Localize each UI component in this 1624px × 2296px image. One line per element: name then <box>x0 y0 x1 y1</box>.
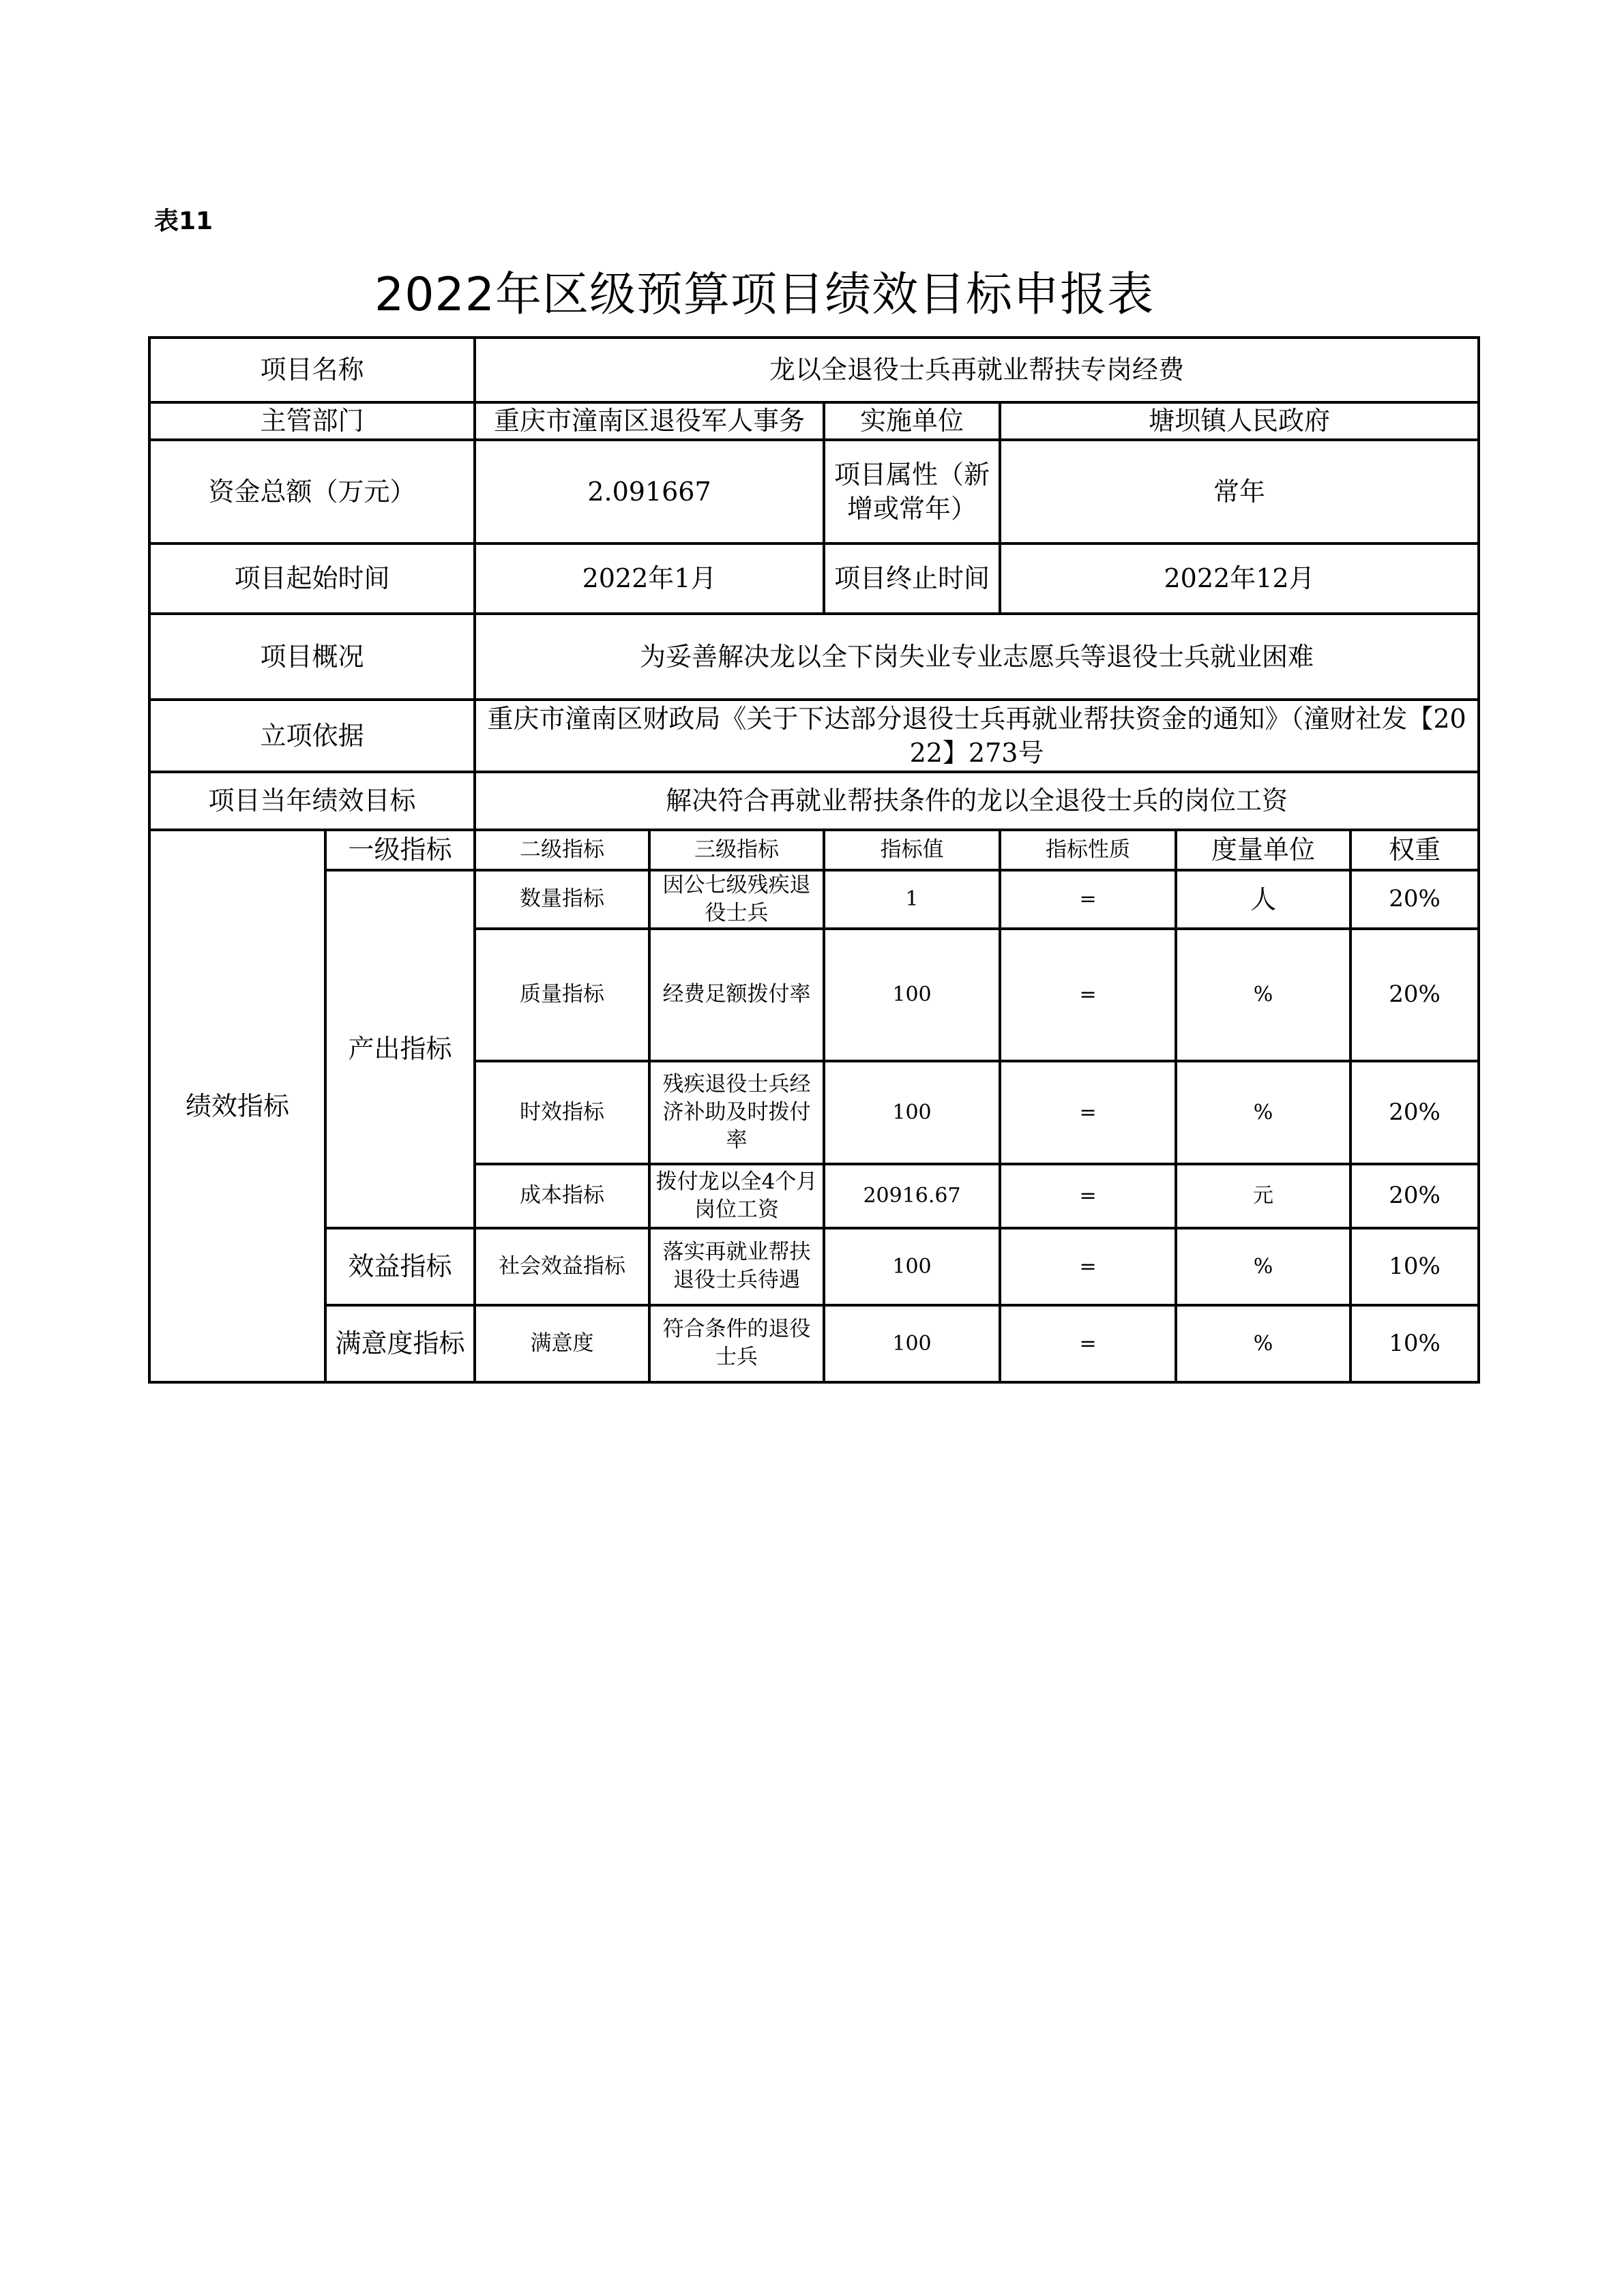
indicator-value: 100 <box>824 1061 1000 1164</box>
indicator-weight: 20% <box>1350 870 1479 929</box>
performance-target-table <box>148 336 1480 1384</box>
indicators-section-label: 绩效指标 <box>149 830 325 1382</box>
indicator-weight: 10% <box>1350 1228 1479 1305</box>
basis-value: 重庆市潼南区财政局《关于下达部分退役士兵再就业帮扶资金的通知》（潼财社发【2022】273号 <box>475 700 1479 772</box>
indicator-unit: % <box>1176 929 1350 1061</box>
row-project-name <box>149 338 1479 402</box>
indicator-value: 100 <box>824 1305 1000 1382</box>
fund-total-label: 资金总额（万元） <box>149 440 475 543</box>
indicator-level2: 社会效益指标 <box>475 1228 649 1305</box>
implementing-unit-label: 实施单位 <box>824 402 1000 440</box>
indicator-nature: = <box>1000 1228 1176 1305</box>
header-value: 指标值 <box>824 830 1000 870</box>
indicator-weight: 20% <box>1350 929 1479 1061</box>
indicator-level2: 满意度 <box>475 1305 649 1382</box>
annual-goal-value: 解决符合再就业帮扶条件的龙以全退役士兵的岗位工资 <box>475 772 1479 830</box>
project-name-label: 项目名称 <box>149 338 475 402</box>
row-fund <box>149 440 1479 543</box>
indicator-value: 100 <box>824 929 1000 1061</box>
indicator-level3: 拨付龙以全4个月岗位工资 <box>649 1164 824 1228</box>
basis-label: 立项依据 <box>149 700 475 772</box>
end-time-value: 2022年12月 <box>1000 543 1479 614</box>
document-title <box>0 258 1624 324</box>
implementing-unit-value: 塘坝镇人民政府 <box>1000 402 1479 440</box>
row-dates <box>149 543 1479 614</box>
row-basis <box>149 700 1479 772</box>
indicator-row <box>149 1228 1479 1305</box>
indicator-weight: 10% <box>1350 1305 1479 1382</box>
header-level3: 三级指标 <box>649 830 824 870</box>
group-benefit-label: 效益指标 <box>325 1228 475 1305</box>
end-time-label: 项目终止时间 <box>824 543 1000 614</box>
indicator-value: 100 <box>824 1228 1000 1305</box>
header-weight: 权重 <box>1350 830 1479 870</box>
indicator-level3: 因公七级残疾退役士兵 <box>649 870 824 929</box>
header-level1: 一级指标 <box>325 830 475 870</box>
project-name-value: 龙以全退役士兵再就业帮扶专岗经费 <box>475 338 1479 402</box>
indicator-unit: 元 <box>1176 1164 1350 1228</box>
group-output-label: 产出指标 <box>325 870 475 1228</box>
indicator-unit: % <box>1176 1061 1350 1164</box>
indicator-value: 20916.67 <box>824 1164 1000 1228</box>
table-number: 表11 <box>154 207 213 235</box>
document-title-text: 2022年区级预算项目绩效目标申报表 <box>374 268 1155 322</box>
start-time-value: 2022年1月 <box>475 543 824 614</box>
annual-goal-label: 项目当年绩效目标 <box>149 772 475 830</box>
indicator-unit: % <box>1176 1228 1350 1305</box>
row-overview <box>149 614 1479 700</box>
project-attribute-value: 常年 <box>1000 440 1479 543</box>
overview-label: 项目概况 <box>149 614 475 700</box>
row-annual-goal <box>149 772 1479 830</box>
overview-value: 为妥善解决龙以全下岗失业专业志愿兵等退役士兵就业困难 <box>475 614 1479 700</box>
indicator-level2: 质量指标 <box>475 929 649 1061</box>
header-nature: 指标性质 <box>1000 830 1176 870</box>
indicator-weight: 20% <box>1350 1061 1479 1164</box>
indicator-level3: 落实再就业帮扶退役士兵待遇 <box>649 1228 824 1305</box>
indicator-row <box>149 1305 1479 1382</box>
indicator-header-row <box>149 830 1479 870</box>
indicator-weight: 20% <box>1350 1164 1479 1228</box>
row-department <box>149 402 1479 440</box>
start-time-label: 项目起始时间 <box>149 543 475 614</box>
indicator-unit: 人 <box>1176 870 1350 929</box>
indicator-level3: 经费足额拨付率 <box>649 929 824 1061</box>
indicator-unit: % <box>1176 1305 1350 1382</box>
indicator-nature: = <box>1000 1061 1176 1164</box>
indicator-nature: = <box>1000 870 1176 929</box>
department-value: 重庆市潼南区退役军人事务 <box>475 402 824 440</box>
indicator-level3: 残疾退役士兵经济补助及时拨付率 <box>649 1061 824 1164</box>
header-level2: 二级指标 <box>475 830 649 870</box>
group-satisfaction-label: 满意度指标 <box>325 1305 475 1382</box>
department-label: 主管部门 <box>149 402 475 440</box>
header-unit: 度量单位 <box>1176 830 1350 870</box>
indicator-level2: 成本指标 <box>475 1164 649 1228</box>
indicator-nature: = <box>1000 1305 1176 1382</box>
indicator-nature: = <box>1000 1164 1176 1228</box>
indicator-level2: 数量指标 <box>475 870 649 929</box>
fund-total-value: 2.091667 <box>475 440 824 543</box>
indicator-value: 1 <box>824 870 1000 929</box>
indicator-row <box>149 870 1479 929</box>
indicator-level2: 时效指标 <box>475 1061 649 1164</box>
indicator-nature: = <box>1000 929 1176 1061</box>
indicator-level3: 符合条件的退役士兵 <box>649 1305 824 1382</box>
project-attribute-label: 项目属性（新增或常年） <box>824 440 1000 543</box>
